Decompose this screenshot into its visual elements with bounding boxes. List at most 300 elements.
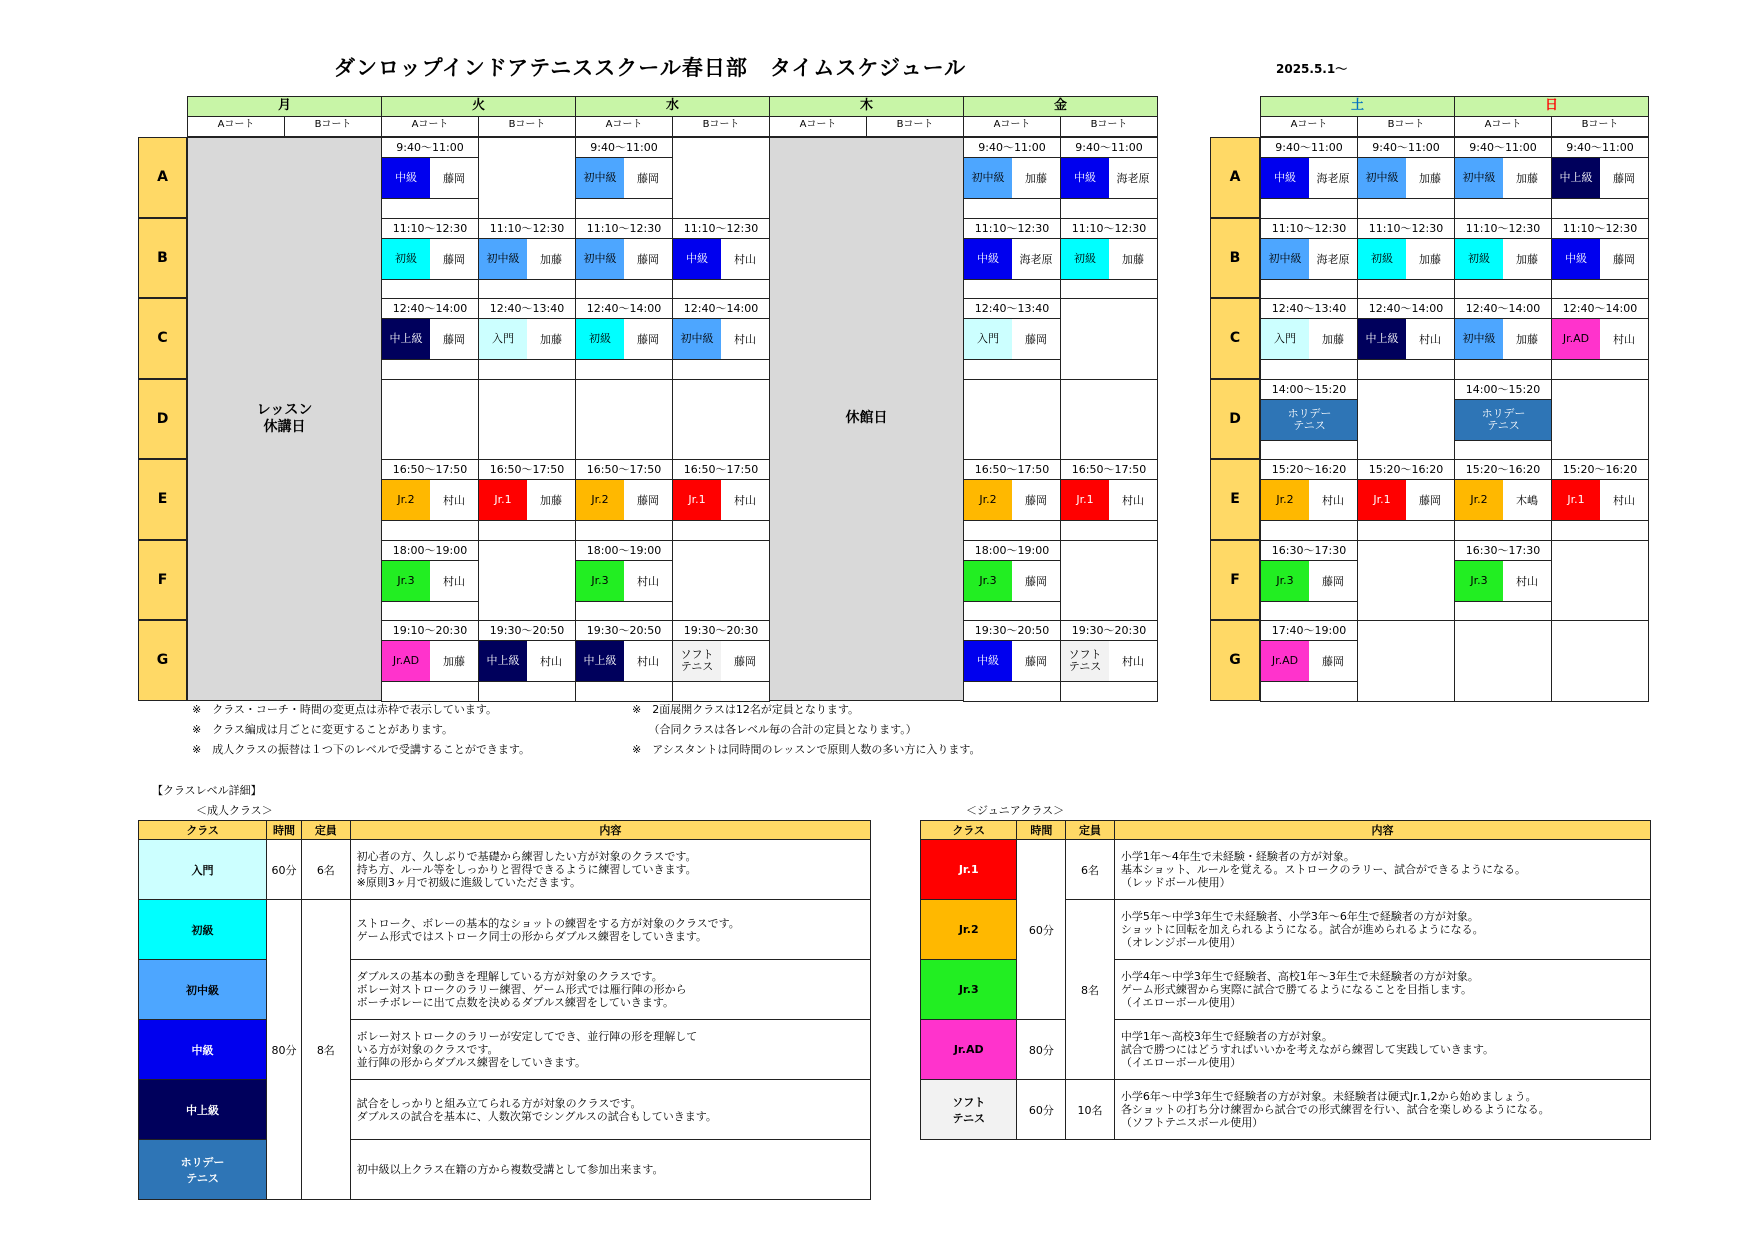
cell-footer (382, 681, 478, 682)
table-header: 定員 (1066, 821, 1115, 840)
lesson-time: 15:20～16:20 (1552, 461, 1648, 480)
schedule-cell (1454, 459, 1552, 541)
class-level-badge: 初中級 (1261, 239, 1309, 279)
coach-name: 村山 (1122, 655, 1144, 668)
coach-name: 村山 (637, 574, 659, 588)
cell-footer (576, 520, 672, 521)
class-name-cell: Jr.2 (921, 900, 1017, 960)
class-level-badge: 初級 (1061, 239, 1109, 279)
lesson-time: 12:40～13:40 (479, 300, 575, 319)
schedule-cell (575, 298, 673, 380)
schedule-cell (1551, 298, 1649, 380)
schedule-cell (1454, 379, 1552, 461)
lesson-time: 15:20～16:20 (1455, 461, 1551, 480)
cell-footer (1455, 520, 1551, 521)
coach-name: 村山 (1322, 494, 1344, 507)
lesson-time: 14:00～15:20 (1455, 381, 1551, 400)
cell-footer (964, 198, 1060, 199)
lesson-time: 11:10～12:30 (1261, 220, 1357, 239)
lesson-time: 14:00～15:20 (1261, 381, 1357, 400)
schedule-cell (672, 459, 770, 541)
schedule-cell (1260, 218, 1358, 300)
lesson-time: 11:10～12:30 (382, 220, 478, 239)
court-header: Bコート (672, 116, 770, 137)
lesson-time: 12:40～14:00 (1455, 300, 1551, 319)
class-level-badge: 初中級 (1358, 158, 1406, 198)
table-header: クラス (921, 821, 1017, 840)
lesson-time: 9:40～11:00 (1061, 139, 1157, 158)
day-header: 月 (187, 96, 382, 117)
coach-name: 藤岡 (1025, 494, 1047, 507)
cell-footer (576, 279, 672, 280)
cell-footer (1358, 279, 1454, 280)
class-level-badge: 初中級 (673, 319, 721, 359)
lesson-time: 17:40～19:00 (1261, 622, 1357, 641)
schedule-cell (575, 540, 673, 622)
schedule-cell (478, 459, 576, 541)
lesson-time: 12:40～14:00 (382, 300, 478, 319)
lesson-time: 16:50～17:50 (576, 461, 672, 480)
class-level-badge: 中級 (1552, 239, 1600, 279)
schedule-cell (672, 620, 770, 702)
lesson-time: 9:40～11:00 (1552, 139, 1648, 158)
lesson-time: 15:20～16:20 (1358, 461, 1454, 480)
cell-footer (479, 520, 575, 521)
note-line: ※ クラス・コーチ・時間の変更点は赤枠で表示しています。 (192, 703, 498, 716)
table-header: 時間 (1017, 821, 1066, 840)
lesson-time: 16:50～17:50 (673, 461, 769, 480)
cell-footer (382, 359, 478, 360)
class-level-badge: 初級 (576, 319, 624, 359)
class-description: ストローク、ボレーの基本的なショットの練習をする方が対象のクラスです。 ゲーム形式ではストローク同士の形からダブルス練習をしていきます。 (350, 900, 870, 960)
schedule-cell (478, 137, 576, 219)
class-name-cell: ソフト テニス (921, 1080, 1017, 1140)
schedule-cell (963, 137, 1061, 219)
class-level-badge: 初中級 (576, 239, 624, 279)
schedule-cell (1060, 459, 1158, 541)
class-level-badge: ホリデー テニス (1455, 400, 1552, 440)
schedule-cell (1454, 298, 1552, 380)
coach-name: 藤岡 (637, 252, 659, 266)
class-level-badge: 中上級 (576, 641, 624, 681)
adult-class-table (138, 820, 871, 1200)
lesson-time: 16:50～17:50 (479, 461, 575, 480)
class-level-badge: Jr.1 (1552, 480, 1600, 520)
schedule-cell (1357, 379, 1455, 461)
lesson-time: 9:40～11:00 (382, 139, 478, 158)
class-level-badge: 初中級 (479, 239, 527, 279)
class-name-cell: Jr.AD (921, 1020, 1017, 1080)
lesson-time: 11:10～12:30 (673, 220, 769, 239)
class-description: 中学1年～高校3年生で経験者の方が対象。 試合で勝つにはどうすればいいかを考えながら練習して実践していきます。 （イエローボール使用） (1114, 1020, 1650, 1080)
cell-footer (1261, 359, 1357, 360)
coach-name: 村山 (1419, 333, 1441, 346)
coach-name: 藤岡 (1322, 655, 1344, 668)
coach-name: 村山 (1122, 494, 1144, 507)
coach-name: 村山 (734, 333, 756, 346)
schedule-cell (1060, 379, 1158, 461)
schedule-cell (478, 298, 576, 380)
capacity-cell: 8名 (1066, 900, 1115, 1080)
schedule-cell (963, 459, 1061, 541)
class-name-cell: Jr.3 (921, 960, 1017, 1020)
time-slot-label: D (138, 379, 187, 460)
table-header: クラス (139, 821, 267, 840)
lesson-time: 16:30～17:30 (1455, 542, 1551, 561)
schedule-cell (1357, 459, 1455, 541)
junior-heading: ＜ジュニアクラス＞ (966, 804, 1065, 817)
class-level-badge: Jr.2 (576, 480, 624, 520)
class-level-badge: 初中級 (1455, 158, 1503, 198)
lesson-time: 12:40～13:40 (1261, 300, 1357, 319)
coach-name: 村山 (734, 494, 756, 507)
class-level-badge: Jr.2 (1261, 480, 1309, 520)
class-level-badge: ソフト テニス (1061, 641, 1109, 681)
coach-name: 藤岡 (637, 172, 659, 185)
cell-footer (1261, 198, 1357, 199)
time-slot-label: E (138, 459, 187, 540)
class-level-badge: Jr.3 (964, 561, 1012, 601)
schedule-cell (478, 218, 576, 300)
class-name-cell: ホリデー テニス (139, 1140, 267, 1200)
schedule-cell (963, 540, 1061, 622)
lesson-time: 16:50～17:50 (1061, 461, 1157, 480)
schedule-cell (1357, 137, 1455, 219)
time-slot-label: D (1210, 379, 1260, 460)
schedule-cell (381, 540, 479, 622)
schedule-cell (1060, 540, 1158, 622)
class-description: 小学4年～中学3年生で経験者、高校1年～3年生で未経験者の方が対象。 ゲーム形式練習から実際に試合で勝てるようになることを目指します。 （イエローボール使用） (1114, 960, 1650, 1020)
schedule-cell (381, 137, 479, 219)
coach-name: 藤岡 (1613, 252, 1635, 266)
cell-footer (1455, 440, 1551, 441)
time-slot-label: G (138, 620, 187, 701)
capacity-cell: 6名 (1066, 840, 1115, 900)
schedule-cell (1060, 620, 1158, 702)
time-slot-label: A (1210, 137, 1260, 218)
cell-footer (1552, 520, 1648, 521)
schedule-cell (1260, 137, 1358, 219)
schedule-cell (575, 218, 673, 300)
court-header: Aコート (575, 116, 673, 137)
table-header: 内容 (350, 821, 870, 840)
time-slot-label: B (1210, 218, 1260, 299)
note-right (632, 700, 980, 760)
class-level-badge: Jr.AD (1261, 641, 1309, 681)
schedule-cell (1454, 620, 1552, 702)
class-description: 小学1年～4年生で未経験・経験者の方が対象。 基本ショット、ルールを覚える。ストロークのラリー、試合ができるようになる。 （レッドボール使用） (1114, 840, 1650, 900)
schedule-cell (1454, 218, 1552, 300)
schedule-cell (1357, 620, 1455, 702)
capacity-cell: 10名 (1066, 1080, 1115, 1140)
schedule-cell (1454, 540, 1552, 622)
thursday-closed-label: 休館日 (769, 137, 964, 701)
schedule-cell (381, 459, 479, 541)
coach-name: 加藤 (1419, 172, 1441, 185)
coach-name: 藤岡 (443, 172, 465, 185)
class-level-badge: Jr.1 (479, 480, 527, 520)
schedule-cell (1551, 459, 1649, 541)
capacity-cell: 6名 (301, 840, 350, 900)
cell-footer (479, 279, 575, 280)
cell-footer (1455, 359, 1551, 360)
coach-name: 藤岡 (1025, 574, 1047, 588)
class-level-badge: 中級 (1061, 158, 1109, 198)
cell-footer (479, 681, 575, 682)
schedule-cell (478, 540, 576, 622)
lesson-time: 11:10～12:30 (479, 220, 575, 239)
coach-name: 村山 (637, 655, 659, 668)
court-header: Aコート (769, 116, 867, 137)
class-description: 初中級以上クラス在籍の方から複数受講として参加出来ます。 (350, 1140, 870, 1200)
coach-name: 加藤 (1419, 252, 1441, 266)
schedule-cell (1357, 540, 1455, 622)
coach-name: 藤岡 (1322, 574, 1344, 588)
schedule-cell (575, 379, 673, 461)
class-level-badge: 初級 (382, 239, 430, 279)
schedule-cell (963, 379, 1061, 461)
court-header: Bコート (1551, 116, 1649, 137)
class-level-badge: 中上級 (1358, 319, 1406, 359)
cell-footer (1358, 520, 1454, 521)
class-level-badge: 中上級 (382, 319, 430, 359)
class-level-badge: Jr.AD (1552, 319, 1600, 359)
class-level-badge: 入門 (964, 319, 1012, 359)
time-slot-label: E (1210, 459, 1260, 540)
coach-name: 藤岡 (1025, 333, 1047, 346)
class-name-cell: 中上級 (139, 1080, 267, 1140)
time-slot-label: G (1210, 620, 1260, 701)
class-level-badge: 中級 (1261, 158, 1309, 198)
class-name-cell: 初中級 (139, 960, 267, 1020)
lesson-time: 12:40～14:00 (576, 300, 672, 319)
court-header: Aコート (963, 116, 1061, 137)
lesson-time: 9:40～11:00 (1358, 139, 1454, 158)
time-slot-label: A (138, 137, 187, 218)
class-description: 初心者の方、久しぶりで基礎から練習したい方が対象のクラスです。 持ち方、ルール等をしっかりと習得できるように練習していきます。 ※原則3ヶ月で初級に進級していただきます。 (350, 840, 870, 900)
schedule-cell (381, 620, 479, 702)
coach-name: 加藤 (1122, 252, 1144, 266)
lesson-time: 11:10～12:30 (1552, 220, 1648, 239)
class-level-badge: 初中級 (964, 158, 1012, 198)
schedule-cell (1551, 379, 1649, 461)
coach-name: 加藤 (443, 655, 465, 668)
schedule-cell (478, 620, 576, 702)
day-header: 日 (1454, 96, 1649, 117)
schedule-cell (1454, 137, 1552, 219)
cell-footer (1552, 359, 1648, 360)
coach-name: 加藤 (1516, 333, 1538, 346)
duration-cell: 60分 (1017, 840, 1066, 1020)
cell-footer (673, 359, 769, 360)
cell-footer (673, 279, 769, 280)
schedule-cell (1260, 298, 1358, 380)
schedule-cell (1060, 218, 1158, 300)
time-slot-label: F (1210, 540, 1260, 621)
effective-date: 2025.5.1～ (1276, 62, 1348, 76)
cell-footer (382, 198, 478, 199)
class-name-cell: 初級 (139, 900, 267, 960)
court-header: Bコート (1357, 116, 1455, 137)
schedule-cell (1260, 620, 1358, 702)
lesson-time: 16:50～17:50 (964, 461, 1060, 480)
cell-footer (1455, 279, 1551, 280)
note-line: ※ クラス編成は月ごとに変更することがあります。 (192, 723, 454, 736)
cell-footer (964, 601, 1060, 602)
note-line: ※ 2面展開クラスは12名が定員となります。 (632, 703, 860, 716)
schedule-cell (575, 137, 673, 219)
class-level-badge: 中級 (964, 641, 1012, 681)
class-level-badge: 中級 (673, 239, 721, 279)
lesson-time: 18:00～19:00 (576, 542, 672, 561)
schedule-cell (672, 137, 770, 219)
junior-class-table (920, 820, 1651, 1140)
schedule-cell (478, 379, 576, 461)
lesson-time: 11:10～12:30 (576, 220, 672, 239)
schedule-cell (575, 620, 673, 702)
coach-name: 木嶋 (1516, 494, 1538, 507)
coach-name: 加藤 (540, 333, 562, 346)
lesson-time: 9:40～11:00 (1455, 139, 1551, 158)
coach-name: 加藤 (1322, 333, 1344, 346)
class-description: ボレー対ストロークのラリーが安定してでき、並行陣の形を理解して いる方が対象のクラスです。 並行陣の形からダブルス練習をしていきます。 (350, 1020, 870, 1080)
day-header: 火 (381, 96, 576, 117)
class-level-badge: 中上級 (479, 641, 527, 681)
schedule-cell (1551, 620, 1649, 702)
schedule-cell (963, 620, 1061, 702)
class-level-badge: 中上級 (1552, 158, 1600, 198)
lesson-time: 16:50～17:50 (382, 461, 478, 480)
cell-footer (1455, 198, 1551, 199)
cell-footer (1455, 601, 1551, 602)
lesson-time: 16:30～17:30 (1261, 542, 1357, 561)
class-level-badge: Jr.3 (382, 561, 430, 601)
lesson-time: 19:30～20:50 (479, 622, 575, 641)
cell-footer (576, 198, 672, 199)
cell-footer (1261, 440, 1357, 441)
schedule-cell (1260, 379, 1358, 461)
court-header: Aコート (381, 116, 479, 137)
duration-cell: 80分 (267, 900, 302, 1200)
coach-name: 村山 (443, 574, 465, 588)
coach-name: 加藤 (1025, 172, 1047, 185)
coach-name: 加藤 (540, 494, 562, 507)
cell-footer (479, 359, 575, 360)
level-detail-title: 【クラスレベル詳細】 (152, 784, 262, 797)
lesson-time: 19:30～20:30 (673, 622, 769, 641)
lesson-time: 9:40～11:00 (1261, 139, 1357, 158)
table-header: 時間 (267, 821, 302, 840)
coach-name: 藤岡 (1025, 655, 1047, 668)
day-header: 土 (1260, 96, 1455, 117)
day-header: 金 (963, 96, 1158, 117)
class-name-cell: 中級 (139, 1020, 267, 1080)
time-slot-label: F (138, 540, 187, 621)
class-description: ダブルスの基本の動きを理解している方が対象のクラスです。 ボレー対ストロークのラリー練習、ゲーム形式では雁行陣の形から ボーチボレーに出て点数を決めるダブルス練習をしていきます。 (350, 960, 870, 1020)
schedule-cell (1357, 298, 1455, 380)
coach-name: 村山 (540, 655, 562, 668)
schedule-cell (1357, 218, 1455, 300)
class-level-badge: Jr.1 (1061, 480, 1109, 520)
class-level-badge: 中級 (964, 239, 1012, 279)
court-header: Bコート (284, 116, 382, 137)
class-description: 小学6年～中学3年生で経験者の方が対象。未経験者は硬式Jr.1,2から始めましょう。 各ショットの打ち分け練習から試合での形式練習を行い、試合を楽しめるようになる。 （ソフトテニスボール使用） (1114, 1080, 1650, 1140)
monday-closed-label: レッスン 休講日 (187, 137, 382, 701)
class-level-badge: ソフト テニス (673, 641, 721, 681)
coach-name: 加藤 (1516, 252, 1538, 266)
coach-name: 海老原 (1116, 172, 1150, 185)
schedule-cell (1551, 137, 1649, 219)
coach-name: 村山 (1516, 574, 1538, 588)
cell-footer (576, 601, 672, 602)
coach-name: 海老原 (1316, 252, 1350, 266)
day-header: 木 (769, 96, 964, 117)
lesson-time: 11:10～12:30 (1358, 220, 1454, 239)
cell-footer (964, 520, 1060, 521)
lesson-time: 19:30～20:30 (1061, 622, 1157, 641)
cell-footer (382, 520, 478, 521)
lesson-time: 9:40～11:00 (576, 139, 672, 158)
cell-footer (1061, 520, 1157, 521)
coach-name: 海老原 (1019, 252, 1053, 266)
class-level-badge: 初中級 (576, 158, 624, 198)
page-title: ダンロップインドアテニススクール春日部 タイムスケジュール (333, 56, 967, 80)
duration-cell: 60分 (267, 840, 302, 900)
schedule-cell (963, 218, 1061, 300)
schedule-cell (672, 298, 770, 380)
lesson-time: 19:10～20:30 (382, 622, 478, 641)
coach-name: 藤岡 (1613, 172, 1635, 185)
duration-cell: 60分 (1017, 1080, 1066, 1140)
court-header: Bコート (866, 116, 964, 137)
lesson-time: 12:40～13:40 (964, 300, 1060, 319)
class-level-badge: 入門 (479, 319, 527, 359)
coach-name: 村山 (1613, 333, 1635, 346)
schedule-cell (963, 298, 1061, 380)
coach-name: 加藤 (1516, 172, 1538, 185)
court-header: Aコート (187, 116, 285, 137)
cell-footer (1261, 681, 1357, 682)
lesson-time: 18:00～19:00 (382, 542, 478, 561)
class-level-badge: 初級 (1455, 239, 1503, 279)
cell-footer (1358, 359, 1454, 360)
court-header: Bコート (478, 116, 576, 137)
lesson-time: 18:00～19:00 (964, 542, 1060, 561)
schedule-cell (381, 218, 479, 300)
court-header: Aコート (1454, 116, 1552, 137)
cell-footer (1261, 279, 1357, 280)
day-header: 水 (575, 96, 770, 117)
class-level-badge: 初級 (1358, 239, 1406, 279)
class-level-badge: 中級 (382, 158, 430, 198)
coach-name: 藤岡 (734, 655, 756, 668)
schedule-cell (1551, 218, 1649, 300)
schedule-cell (1260, 459, 1358, 541)
schedule-cell (381, 298, 479, 380)
lesson-time: 12:40～14:00 (673, 300, 769, 319)
lesson-time: 12:40～14:00 (1552, 300, 1648, 319)
coach-name: 村山 (1613, 494, 1635, 507)
cell-footer (964, 279, 1060, 280)
cell-footer (673, 520, 769, 521)
cell-footer (673, 681, 769, 682)
coach-name: 加藤 (540, 252, 562, 266)
schedule-cell (672, 540, 770, 622)
class-level-badge: Jr.2 (1455, 480, 1503, 520)
class-level-badge: Jr.3 (1261, 561, 1309, 601)
class-level-badge: 初中級 (1455, 319, 1503, 359)
cell-footer (1552, 198, 1648, 199)
